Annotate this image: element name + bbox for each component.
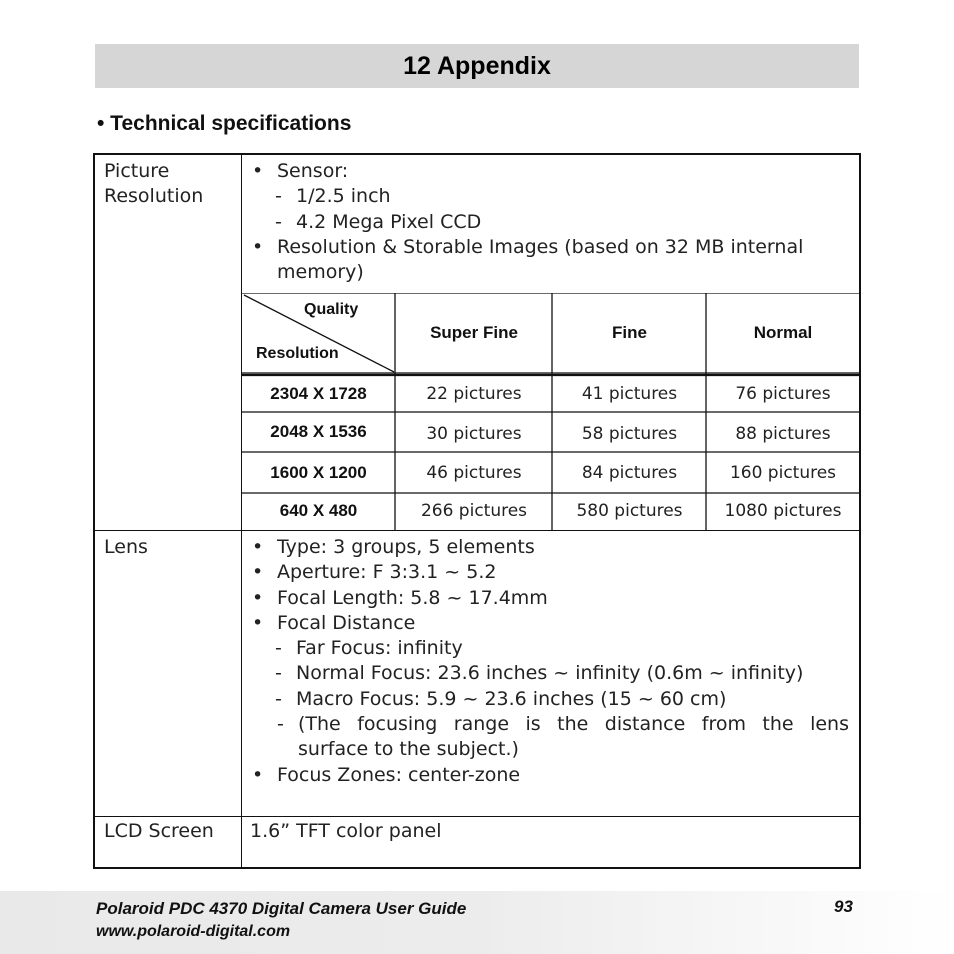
table-cell: 160 pictures — [729, 462, 837, 483]
column-header: Super Fine — [430, 323, 518, 342]
table-cell: 58 pictures — [581, 424, 678, 444]
picture-resolution-label: Picture Resolution — [104, 160, 204, 207]
list-item: - Macro Focus: 5.9 ~ 23.6 inches (15 ~ 60 cm) — [275, 687, 727, 710]
table-cell: 84 pictures — [581, 462, 678, 483]
table-cell: 46 pictures — [426, 462, 522, 483]
list-item: • Sensor: — [252, 160, 349, 182]
list-item: • Focal Distance — [252, 611, 416, 634]
chapter-header — [95, 44, 859, 88]
list-item: - Normal Focus: 23.6 inches ~ infinity (0.6m ~ infinity) — [275, 662, 804, 685]
list-item: surface to the subject.) — [298, 738, 519, 761]
resolution-table — [242, 293, 859, 531]
list-item: - (The focusing range is the distance from the lens — [277, 713, 849, 736]
list-item: • Type: 3 groups, 5 elements — [252, 536, 535, 558]
picture-resolution-body — [250, 159, 849, 285]
table-cell: 580 pictures — [576, 501, 683, 521]
row-resolution: 1600 X 1200 — [270, 462, 367, 482]
list-item: - 4.2 Mega Pixel CCD — [275, 210, 482, 233]
lens-body — [250, 535, 849, 788]
table-cell: 30 pictures — [426, 424, 522, 444]
footer-url: www.polaroid-digital.com — [96, 923, 291, 940]
page-number: 93 — [834, 897, 853, 916]
lcd-value: 1.6” TFT color panel — [250, 820, 442, 842]
list-item: • Resolution & Storable Images (based on 32 MB internal memory) — [252, 235, 804, 284]
lens-label: Lens — [104, 536, 148, 558]
list-item: • Focal Length: 5.8 ~ 17.4mm — [252, 586, 548, 609]
footer-guide-title: Polaroid PDC 4370 Digital Camera User Guide — [96, 899, 467, 918]
list-item: - Far Focus: infinity — [275, 637, 463, 660]
table-cell: 88 pictures — [735, 424, 831, 444]
table-cell: 1080 pictures — [724, 501, 842, 521]
list-item: - 1/2.5 inch — [275, 185, 391, 208]
lcd-label: LCD Screen — [104, 820, 214, 842]
spec-table — [93, 153, 861, 869]
list-item: • Focus Zones: center-zone — [252, 763, 521, 786]
corner-quality-label: Quality — [304, 301, 359, 318]
row-resolution: 2304 X 1728 — [270, 383, 367, 403]
row-divider-lcd — [95, 816, 859, 817]
corner-resolution-label: Resolution — [256, 345, 339, 362]
row-resolution: 2048 X 1536 — [270, 422, 367, 441]
page-footer — [0, 891, 954, 954]
list-item: • Aperture: F 3:3.1 ~ 5.2 — [252, 561, 497, 584]
column-header: Fine — [612, 323, 647, 342]
chapter-title: 12 Appendix — [403, 51, 551, 80]
table-cell: 22 pictures — [426, 383, 522, 404]
row-resolution: 640 X 480 — [279, 501, 358, 520]
table-cell: 266 pictures — [420, 501, 528, 521]
section-title: • Technical specifications — [97, 112, 352, 135]
column-header: Normal — [753, 323, 813, 342]
table-cell: 41 pictures — [581, 383, 678, 404]
table-cell: 76 pictures — [735, 383, 831, 404]
